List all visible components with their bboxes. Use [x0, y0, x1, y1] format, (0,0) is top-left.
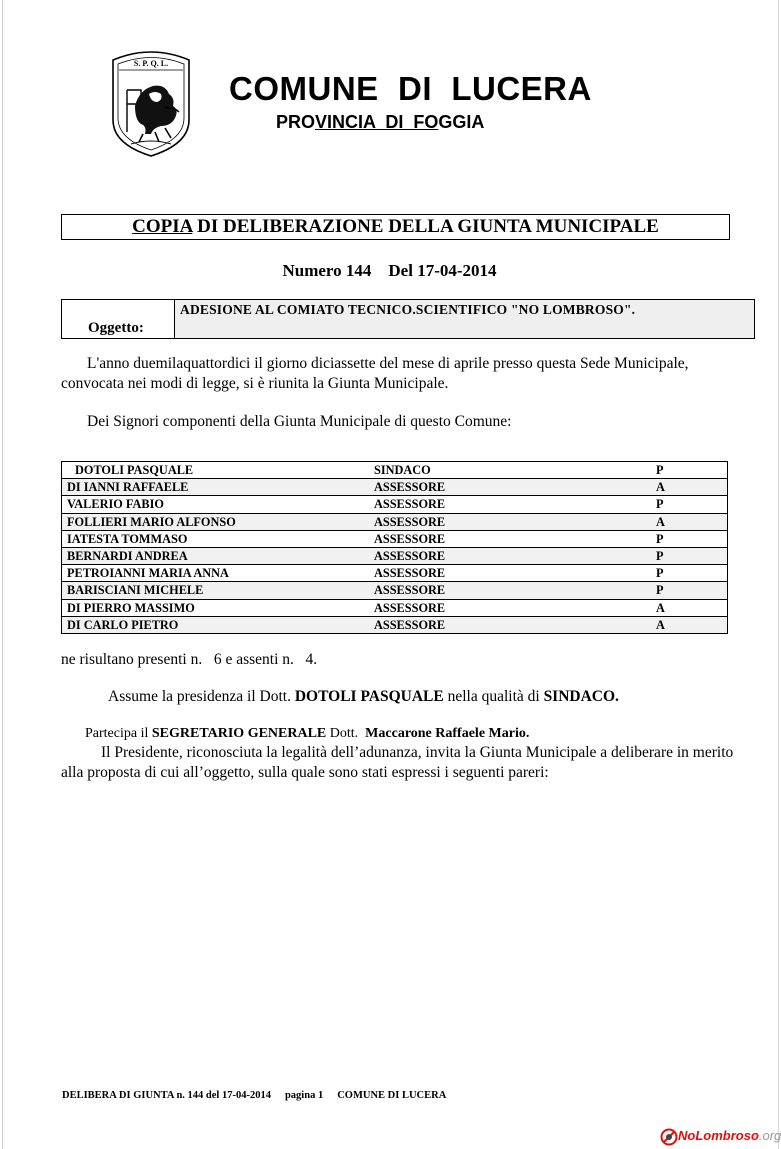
member-name: BARISCIANI MICHELE	[62, 582, 375, 599]
member-role: ASSESSORE	[374, 530, 656, 547]
member-role: ASSESSORE	[374, 599, 656, 616]
watermark	[658, 1128, 781, 1146]
member-status: A	[656, 599, 728, 616]
member-row	[62, 513, 728, 530]
member-name: FOLLIERI MARIO ALFONSO	[62, 513, 375, 530]
member-name: PETROIANNI MARIA ANNA	[62, 565, 375, 582]
deliberation-number: Numero 144 Del 17-04-2014	[282, 261, 497, 280]
member-role: ASSESSORE	[374, 496, 656, 513]
member-role: ASSESSORE	[374, 547, 656, 564]
subject-table	[61, 299, 755, 339]
member-role: ASSESSORE	[374, 582, 656, 599]
footer-comune: COMUNE DI LUCERA	[337, 1090, 447, 1101]
subject-label: Oggetto:	[88, 320, 144, 336]
province-subtitle: PROVINCIA DI FOGGIA	[276, 112, 485, 132]
member-name: DOTOLI PASQUALE	[75, 463, 194, 478]
municipality-title: COMUNE DI LUCERA	[229, 70, 592, 107]
member-row	[62, 496, 728, 513]
member-role: SINDACO	[374, 463, 431, 478]
members-table	[61, 461, 728, 634]
copia-label: COPIA	[132, 216, 193, 237]
footer-delibera: DELIBERA DI GIUNTA n. 144 del 17-04-2014	[62, 1090, 271, 1101]
members-intro: Dei Signori componenti della Giunta Municipale di questo Comune:	[87, 413, 512, 430]
page-right-edge	[778, 0, 779, 1149]
member-row	[62, 582, 728, 599]
watermark-text: NoLombroso.org	[678, 1128, 781, 1143]
deliberation-title: DI DELIBERAZIONE DELLA GIUNTA MUNICIPALE	[192, 216, 659, 237]
intro-paragraph: L'anno duemilaquattordici il giorno diciassette del mese di aprile presso questa Sede Municipale, convocata nei modi di legge, si è riunita la Giunta Municipale.	[61, 355, 689, 392]
member-status: P	[656, 582, 728, 599]
attendance-summary: ne risultano presenti n. 6 e assenti n. 4.	[61, 651, 318, 668]
page-left-edge	[2, 0, 3, 1149]
coat-of-arms-logo	[105, 46, 197, 158]
president-role: SINDACO.	[543, 688, 619, 705]
svg-text:S. P. Q. L.: S. P. Q. L.	[133, 59, 169, 68]
member-row	[62, 599, 728, 616]
subject-value: ADESIONE AL COMIATO TECNICO.SCIENTIFICO "NO LOMBROSO".	[175, 300, 754, 338]
member-row	[62, 547, 728, 564]
member-row	[62, 565, 728, 582]
member-name: DI PIERRO MASSIMO	[62, 599, 375, 616]
member-row	[62, 462, 728, 479]
closing-paragraph: Il Presidente, riconosciuta la legalità dell’adunanza, invita la Giunta Municipale a deliberare in merito alla proposta di cui all’oggetto, sulla quale sono stati espressi i seguenti pareri:	[61, 744, 734, 781]
member-row	[62, 479, 728, 496]
member-status: P	[656, 496, 728, 513]
member-name: DI IANNI RAFFAELE	[62, 479, 375, 496]
member-status: A	[656, 479, 728, 496]
member-status: P	[656, 547, 728, 564]
secretary-role: SEGRETARIO GENERALE	[151, 726, 327, 741]
watermark-logo-icon	[660, 1128, 678, 1146]
subject-label-cell	[62, 300, 175, 338]
secretary-line: Partecipa il SEGRETARIO GENERALE Dott. Maccarone Raffaele Mario.	[85, 726, 530, 741]
secretary-name: Maccarone Raffaele Mario.	[365, 726, 530, 741]
member-status: A	[656, 513, 728, 530]
deliberation-title-box	[61, 214, 730, 240]
member-role: ASSESSORE	[374, 513, 656, 530]
footer-page: pagina 1	[284, 1090, 324, 1101]
member-status: P	[656, 565, 728, 582]
member-status: P	[656, 463, 664, 478]
member-name: IATESTA TOMMASO	[62, 530, 375, 547]
page-footer	[62, 1090, 460, 1101]
member-role: ASSESSORE	[374, 565, 656, 582]
member-status: P	[656, 530, 728, 547]
member-name: VALERIO FABIO	[62, 496, 375, 513]
member-name: BERNARDI ANDREA	[62, 547, 375, 564]
member-role: ASSESSORE	[374, 479, 656, 496]
member-name: DI CARLO PIETRO	[62, 616, 375, 633]
member-role: ASSESSORE	[374, 616, 656, 633]
member-status: A	[656, 616, 728, 633]
member-row	[62, 616, 728, 633]
president-name: DOTOLI PASQUALE	[294, 688, 444, 705]
presidency-line: Assume la presidenza il Dott. DOTOLI PASQUALE nella qualità di SINDACO.	[108, 688, 619, 705]
member-row	[62, 530, 728, 547]
